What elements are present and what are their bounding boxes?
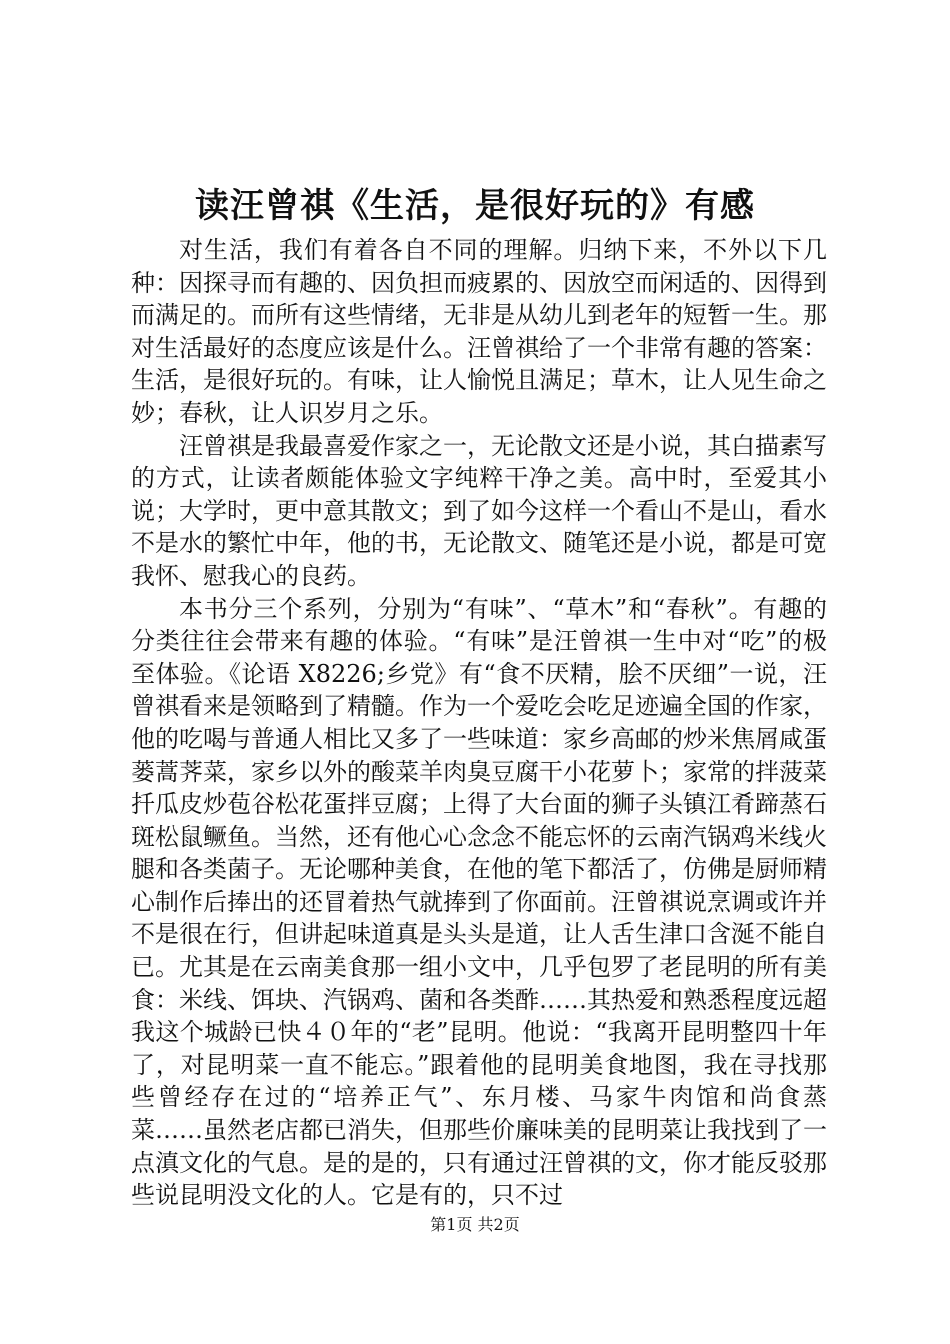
document-body [131, 234, 827, 1212]
document-title: 读汪曾祺《生活，是很好玩的》有感 [195, 186, 755, 226]
paragraph: 汪曾祺是我最喜爱作家之一，无论散文还是小说，其白描素写的方式，让读者颇能体验文字纯粹干净之美。高中时，至爱其小说；大学时，更中意其散文；到了如今这样一个看山不是山，看水不是水的繁忙中年，他的书，无论散文、随笔还是小说，都是可宽我怀、慰我心的良药。 [131, 431, 827, 590]
paragraph: 本书分三个系列，分别为“有味”、“草木”和“春秋”。有趣的分类往往会带来有趣的体验。“有味”是汪曾祺一生中对“吃”的极至体验。《论语 X8226;乡党》有“食不厌精，脍不厌细”一说，汪曾祺看来是领略到了精髓。作为一个爱吃会吃足迹遍全国的作家，他的吃喝与普通人相比又多了一些味道：家乡高邮的炒米焦屑咸蛋蒌蒿荠菜，家乡以外的酸菜羊肉臭豆腐干小花萝卜；家常的拌菠菜扦瓜皮炒苞谷松花蛋拌豆腐；上得了大台面的狮子头镇江肴蹄蒸石斑松鼠鳜鱼。当然，还有他心心念念不能忘怀的云南汽锅鸡米线火腿和各类菌子。无论哪种美食，在他的笔下都活了，仿佛是厨师精心制作后捧出的还冒着热气就捧到了你面前。汪曾祺说烹调或许并不是很在行，但讲起味道真是头头是道，让人舌生津口含涎不能自已。尤其是在云南美食那一组小文中，几乎包罗了老昆明的所有美食：米线、饵块、汽锅鸡、菌和各类酢……其热爱和熟悉程度远超我这个城龄已快４０年的“老”昆明。他说：“我离开昆明整四十年了，对昆明菜一直不能忘。”跟着他的昆明美食地图，我在寻找那些曾经存在过的“培养正气”、东月楼、马家牛肉馆和尚食蒸菜……虽然老店都已消失，但那些价廉味美的昆明菜让我找到了一点滇文化的气息。是的是的，只有通过汪曾祺的文，你才能反驳那些说昆明没文化的人。它是有的，只不过 [131, 594, 827, 1210]
page-footer: 第1页 共2页 [430, 1215, 520, 1234]
paragraph: 对生活，我们有着各自不同的理解。归纳下来，不外以下几种：因探寻而有趣的、因负担而疲累的、因放空而闲适的、因得到而满足的。而所有这些情绪，无非是从幼儿到老年的短暂一生。那对生活最好的态度应该是什么。汪曾祺给了一个非常有趣的答案：生活，是很好玩的。有味，让人愉悦且满足；草木，让人见生命之妙；春秋，让人识岁月之乐。 [131, 236, 827, 427]
